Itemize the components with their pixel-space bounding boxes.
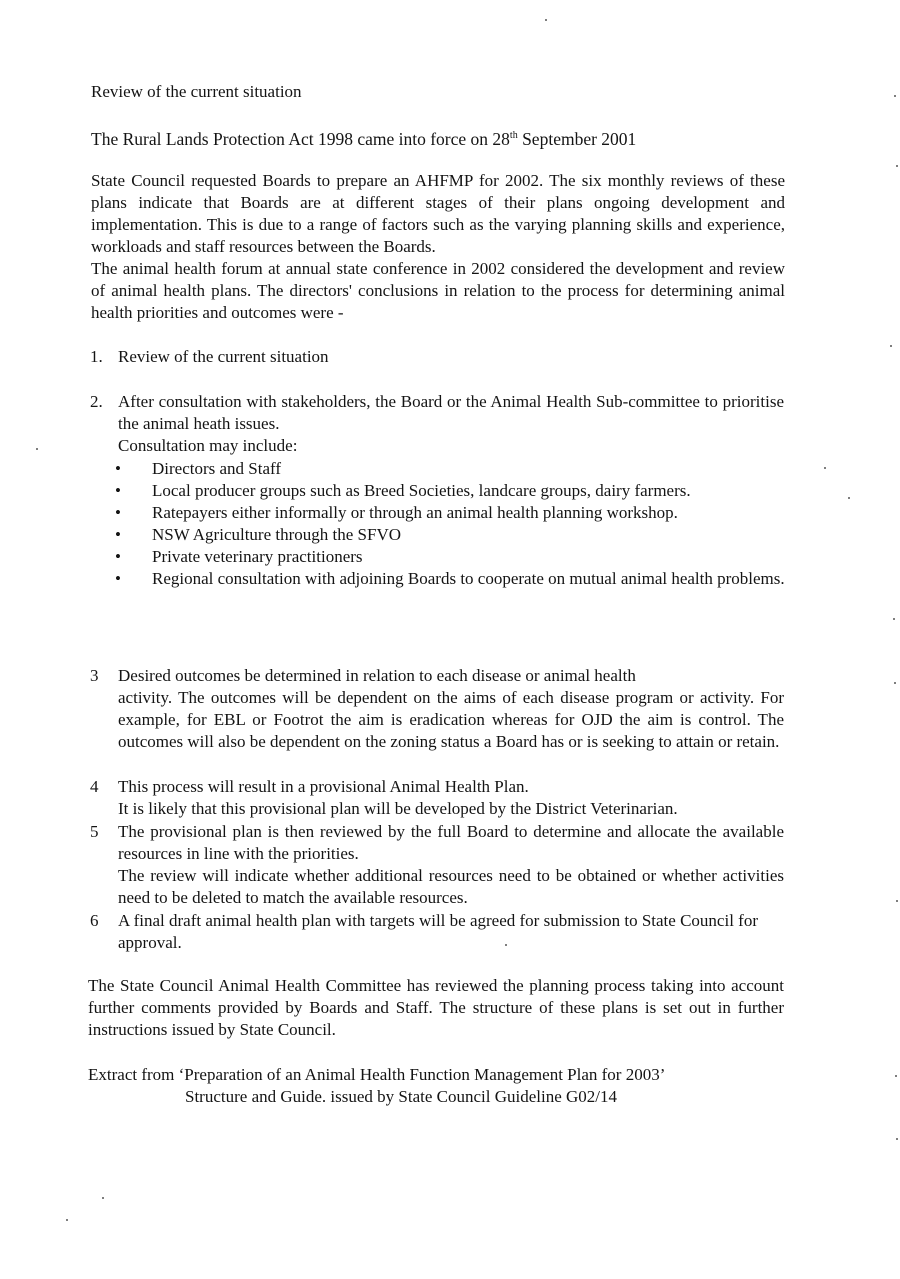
step-item-continued: [118, 687, 784, 753]
step-text: Desired outcomes be determined in relation to each disease or animal health: [118, 666, 636, 685]
intro-section: [91, 170, 785, 324]
list-item: • Private veterinary practitioners: [115, 546, 785, 568]
list-item: • Local producer groups such as Breed Societies, landcare groups, dairy farmers.: [115, 480, 785, 502]
scan-speck: [545, 19, 547, 21]
step-text: A final draft animal health plan with targets will be agreed for submission to State Council for approval.: [118, 911, 758, 952]
scan-speck: [890, 345, 892, 347]
scan-speck: [848, 497, 850, 499]
scan-speck: [102, 1197, 104, 1199]
scan-speck: [896, 900, 898, 902]
document-heading: Review of the current situation: [91, 82, 302, 101]
step-text: Review of the current situation: [118, 347, 329, 366]
act-text-after: September 2001: [517, 129, 637, 149]
step-number: 3: [90, 666, 99, 685]
step-item: [118, 391, 784, 457]
step-text: The provisional plan is then reviewed by the full Board to determine and allocate the available resources in line with the priorities.: [118, 822, 784, 863]
step-number: 2.: [90, 392, 103, 411]
scan-speck: [894, 95, 896, 97]
step-number: 1.: [90, 347, 103, 366]
act-text-before: The Rural Lands Protection Act 1998 came into force on 28: [91, 129, 510, 149]
list-item: • Directors and Staff: [115, 458, 785, 480]
step-item: [118, 910, 758, 954]
scan-speck: [896, 1138, 898, 1140]
act-commencement-line: [91, 128, 636, 150]
scan-speck: [893, 618, 895, 620]
step-item: [118, 346, 784, 368]
step-number: 5: [90, 822, 99, 841]
step-text: This process will result in a provisional Animal Health Plan.: [118, 777, 529, 796]
scan-speck: [894, 682, 896, 684]
scan-speck: [505, 944, 507, 946]
step-text: It is likely that this provisional plan will be developed by the District Veterinarian.: [118, 799, 678, 818]
closing-paragraph: The State Council Animal Health Committee has reviewed the planning process taking into account further comments provided by Boards and Staff. The structure of these plans is set out in further instructions issued by State Council.: [88, 976, 784, 1039]
ordinal-superscript: th: [509, 130, 518, 142]
intro-paragraph-2: The animal health forum at annual state conference in 2002 considered the development and review of animal health plans. The directors' conclusions in relation to the process for determining animal health priorities and outcomes were -: [91, 259, 785, 322]
step-item: [118, 821, 784, 909]
step-text: After consultation with stakeholders, the Board or the Animal Health Sub-committee to prioritise the animal heath issues.: [118, 392, 784, 433]
step-text: The review will indicate whether additional resources need to be obtained or whether activities need to be deleted to match the available resources.: [118, 866, 784, 907]
step-text: Consultation may include:: [118, 436, 298, 455]
scan-speck: [895, 1075, 897, 1077]
intro-paragraph-1: State Council requested Boards to prepare an AHFMP for 2002. The six monthly reviews of these plans indicate that Boards are at different stages of their plans ongoing development and implementation. This is due to a range of factors such as the varying planning skills and experience, workloads and staff resources between the Boards.: [91, 171, 785, 256]
step-number: 6: [90, 911, 99, 930]
step-number: 4: [90, 777, 99, 796]
source-citation: [88, 1064, 788, 1108]
list-item: • NSW Agriculture through the SFVO: [115, 524, 785, 546]
step-text: activity. The outcomes will be dependent on the aims of each disease program or activity. For example, for EBL or Footrot the aim is eradication whereas for OJD the aim is control. The outcomes will also be dependent on the zoning status a Board has or is seeking to attain or retain.: [118, 688, 784, 751]
step-item: [118, 776, 784, 820]
step-item: [118, 665, 708, 687]
citation-line-1: Extract from ‘Preparation of an Animal Health Function Management Plan for 2003’: [88, 1065, 666, 1084]
scan-speck: [66, 1219, 68, 1221]
citation-line-2: Structure and Guide. issued by State Council Guideline G02/14: [185, 1087, 618, 1106]
list-item: • Regional consultation with adjoining Boards to cooperate on mutual animal health problems.: [115, 568, 785, 590]
scan-speck: [824, 467, 826, 469]
consultation-bullet-list: [115, 458, 785, 590]
scan-speck: [896, 165, 898, 167]
list-item: • Ratepayers either informally or through an animal health planning workshop.: [115, 502, 785, 524]
scan-speck: [36, 448, 38, 450]
